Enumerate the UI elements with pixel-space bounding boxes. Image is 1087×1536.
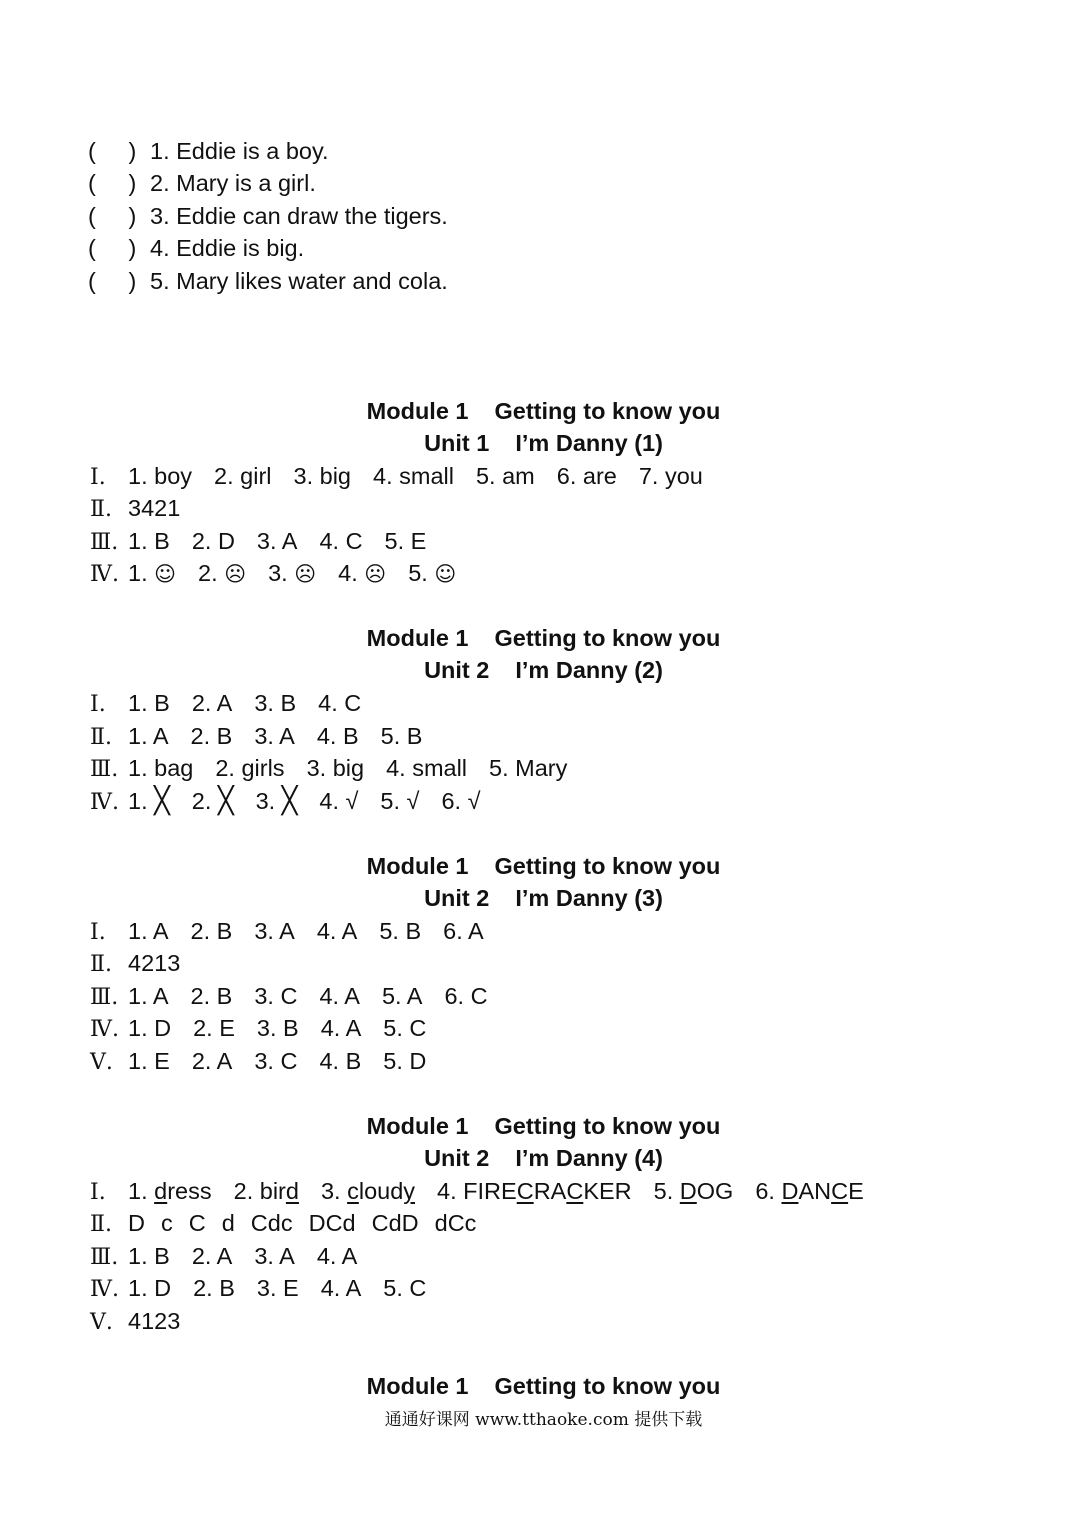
answer-item: 4. small	[386, 755, 468, 781]
unit-heading	[0, 429, 1087, 457]
answer-item: 6. DANCE	[755, 1178, 864, 1204]
answer-item: c	[160, 1210, 173, 1236]
tf-item	[88, 234, 304, 262]
answer-item: 2. girl	[214, 463, 272, 489]
answer-row	[90, 1177, 864, 1207]
answer-row	[90, 462, 703, 492]
answer-row	[90, 787, 480, 817]
answer-item: 2. A	[191, 690, 233, 716]
answer-item: CdD	[371, 1210, 419, 1236]
exercise-numeral: Ⅴ.	[90, 1310, 113, 1335]
answer-item: 5. √	[380, 788, 420, 814]
module-title: Getting to know you	[494, 398, 721, 424]
answer-item: 5. B	[379, 918, 422, 944]
module-title: Getting to know you	[494, 1373, 721, 1399]
module-number: Module 1	[366, 625, 469, 651]
exercise-numeral: Ⅳ.	[90, 562, 119, 587]
answer-item: 4. small	[373, 463, 454, 489]
answer-item: 1. dress	[128, 1178, 212, 1204]
answer-item: 6. A	[443, 918, 484, 944]
exercise-numeral: Ⅱ.	[90, 497, 112, 522]
answer-item: 3. cloudy	[320, 1178, 416, 1204]
answer-item: 3. big	[293, 463, 351, 489]
answer-item: 1. A	[128, 983, 169, 1009]
answer-blank: ( )	[88, 170, 137, 196]
module-heading	[0, 1112, 1087, 1140]
answer-item: 1. boy	[128, 463, 193, 489]
answer-item: 1. D	[128, 1275, 172, 1301]
exercise-numeral: Ⅱ.	[90, 952, 112, 977]
answer-item: 1. B	[128, 690, 170, 716]
answer-blank: ( )	[88, 268, 137, 294]
answer-row	[90, 949, 180, 979]
answer-item: 3421	[128, 495, 181, 521]
exercise-numeral: Ⅰ.	[90, 692, 106, 717]
answer-item: 7. you	[638, 463, 703, 489]
exercise-numeral: Ⅲ.	[90, 985, 119, 1010]
unit-number: Unit 2	[424, 885, 490, 911]
answer-item: 3. E	[256, 1275, 299, 1301]
answer-row	[90, 1307, 180, 1337]
answer-item: 6. C	[444, 983, 488, 1009]
module-title: Getting to know you	[494, 1113, 721, 1139]
tf-statement: 5. Mary likes water and cola.	[150, 268, 448, 294]
module-heading	[0, 624, 1087, 652]
answer-item: D	[128, 1210, 145, 1236]
answer-item: 2. girls	[215, 755, 285, 781]
answer-item: 4. C	[319, 528, 363, 554]
exercise-numeral: Ⅱ.	[90, 1212, 112, 1237]
exercise-numeral: Ⅳ.	[90, 1017, 119, 1042]
exercise-numeral: Ⅰ.	[90, 920, 106, 945]
answer-item: 1. B	[128, 1243, 170, 1269]
answer-item: 4. C	[318, 690, 362, 716]
answer-item: 5. DOG	[653, 1178, 734, 1204]
unit-number: Unit 2	[424, 657, 490, 683]
answer-item: 4. √	[319, 788, 359, 814]
module-number: Module 1	[366, 853, 469, 879]
answer-item: 1. A	[128, 723, 169, 749]
unit-number: Unit 2	[424, 1145, 490, 1171]
answer-item: 5. C	[383, 1275, 427, 1301]
answer-item: 4. B	[319, 1048, 362, 1074]
answer-row	[90, 754, 567, 784]
answer-item: 2. B	[190, 918, 233, 944]
answer-item: dCc	[434, 1210, 477, 1236]
tf-item	[88, 202, 448, 230]
answer-item: 3. big	[306, 755, 365, 781]
answer-item: 4. A	[319, 983, 360, 1009]
answer-item: 2. B	[193, 1275, 235, 1301]
answer-row	[90, 1209, 476, 1239]
answer-row	[90, 689, 361, 719]
answer-cross: 1. ╳	[128, 786, 170, 816]
tf-item	[88, 137, 329, 165]
answer-row	[90, 559, 456, 589]
answer-cross: 2. ╳	[191, 786, 234, 816]
tf-statement: 3. Eddie can draw the tigers.	[150, 203, 448, 229]
unit-title: I’m Danny (2)	[515, 657, 663, 683]
answer-item: 5. D	[383, 1048, 427, 1074]
module-heading	[0, 852, 1087, 880]
module-title: Getting to know you	[494, 853, 721, 879]
answer-item: d	[221, 1210, 235, 1236]
answer-item: C	[188, 1210, 206, 1236]
exercise-numeral: Ⅰ.	[90, 465, 106, 490]
answer-item: DCd	[308, 1210, 356, 1236]
exercise-numeral: Ⅲ.	[90, 1245, 119, 1270]
answer-row	[90, 1014, 426, 1044]
answer-item: 4123	[128, 1308, 181, 1334]
answer-item: 3. A	[256, 528, 298, 554]
answer-face: 1. ☺	[128, 560, 177, 586]
unit-heading	[0, 656, 1087, 684]
module-number: Module 1	[366, 398, 469, 424]
tf-item	[88, 267, 448, 295]
answer-item: 1. E	[128, 1048, 170, 1074]
answer-item: 2. B	[190, 723, 233, 749]
module-number: Module 1	[366, 1113, 469, 1139]
unit-heading	[0, 884, 1087, 912]
answer-item: 4. A	[316, 1243, 358, 1269]
answer-item: 1. D	[128, 1015, 172, 1041]
answer-item: 2. B	[190, 983, 233, 1009]
answer-item: 1. bag	[128, 755, 194, 781]
answer-item: 2. E	[193, 1015, 235, 1041]
answer-item: 6. are	[556, 463, 617, 489]
answer-cross: 3. ╳	[255, 786, 298, 816]
tf-statement: 1. Eddie is a boy.	[150, 138, 329, 164]
answer-item: 5. am	[475, 463, 535, 489]
answer-item: 3. C	[254, 1048, 298, 1074]
answer-row	[90, 494, 180, 524]
answer-item: 4. FIRECRACKER	[437, 1178, 632, 1204]
answer-face: 5. ☺	[408, 560, 457, 586]
answer-item: 5. C	[383, 1015, 427, 1041]
answer-item: 2. D	[191, 528, 235, 554]
answer-item: 4. A	[316, 918, 358, 944]
answer-face: 4. ☹	[338, 560, 387, 586]
unit-title: I’m Danny (3)	[515, 885, 663, 911]
answer-item: 4213	[128, 950, 181, 976]
unit-heading	[0, 1144, 1087, 1172]
answer-face: 3. ☹	[268, 560, 317, 586]
module-title: Getting to know you	[494, 625, 721, 651]
module-number: Module 1	[366, 1373, 469, 1399]
answer-item: 3. B	[256, 1015, 299, 1041]
exercise-numeral: Ⅳ.	[90, 1277, 119, 1302]
answer-item: 2. A	[191, 1048, 233, 1074]
answer-item: 3. A	[254, 723, 295, 749]
answer-item: 4. A	[320, 1275, 362, 1301]
tf-item	[88, 169, 316, 197]
exercise-numeral: Ⅲ.	[90, 530, 119, 555]
answer-item: Cdc	[250, 1210, 293, 1236]
exercise-numeral: Ⅱ.	[90, 725, 112, 750]
answer-row	[90, 1047, 426, 1077]
exercise-numeral: Ⅴ.	[90, 1050, 113, 1075]
exercise-numeral: Ⅰ.	[90, 1180, 106, 1205]
module-heading	[0, 397, 1087, 425]
page-footer: 通通好课网 www.tthaoke.com 提供下载	[384, 1410, 703, 1430]
answer-item: 3. B	[254, 690, 297, 716]
unit-title: I’m Danny (1)	[515, 430, 663, 456]
answer-item: 5. B	[380, 723, 423, 749]
module-heading	[0, 1372, 1087, 1400]
answer-item: 3. A	[254, 918, 295, 944]
unit-title: I’m Danny (4)	[515, 1145, 663, 1171]
answer-blank: ( )	[88, 203, 137, 229]
answer-item: 5. A	[381, 983, 423, 1009]
answer-item: 5. Mary	[489, 755, 568, 781]
exercise-numeral: Ⅲ.	[90, 757, 119, 782]
answer-row	[90, 1274, 426, 1304]
answer-item: 4. B	[316, 723, 359, 749]
answer-row	[90, 722, 422, 752]
tf-statement: 4. Eddie is big.	[150, 235, 305, 261]
answer-item: 2. bird	[233, 1178, 299, 1204]
answer-item: 5. E	[384, 528, 427, 554]
answer-row	[90, 1242, 357, 1272]
answer-blank: ( )	[88, 138, 137, 164]
answer-row	[90, 982, 488, 1012]
answer-item: 2. A	[191, 1243, 233, 1269]
answer-item: 1. B	[128, 528, 170, 554]
answer-blank: ( )	[88, 235, 137, 261]
answer-item: 3. A	[254, 1243, 295, 1269]
answer-face: 2. ☹	[198, 560, 247, 586]
answer-item: 3. C	[254, 983, 298, 1009]
tf-statement: 2. Mary is a girl.	[150, 170, 316, 196]
exercise-numeral: Ⅳ.	[90, 790, 119, 815]
answer-item: 4. A	[320, 1015, 362, 1041]
answer-item: 1. A	[128, 918, 169, 944]
answer-item: 6. √	[441, 788, 481, 814]
answer-row	[90, 917, 484, 947]
answer-row	[90, 527, 426, 557]
unit-number: Unit 1	[424, 430, 490, 456]
